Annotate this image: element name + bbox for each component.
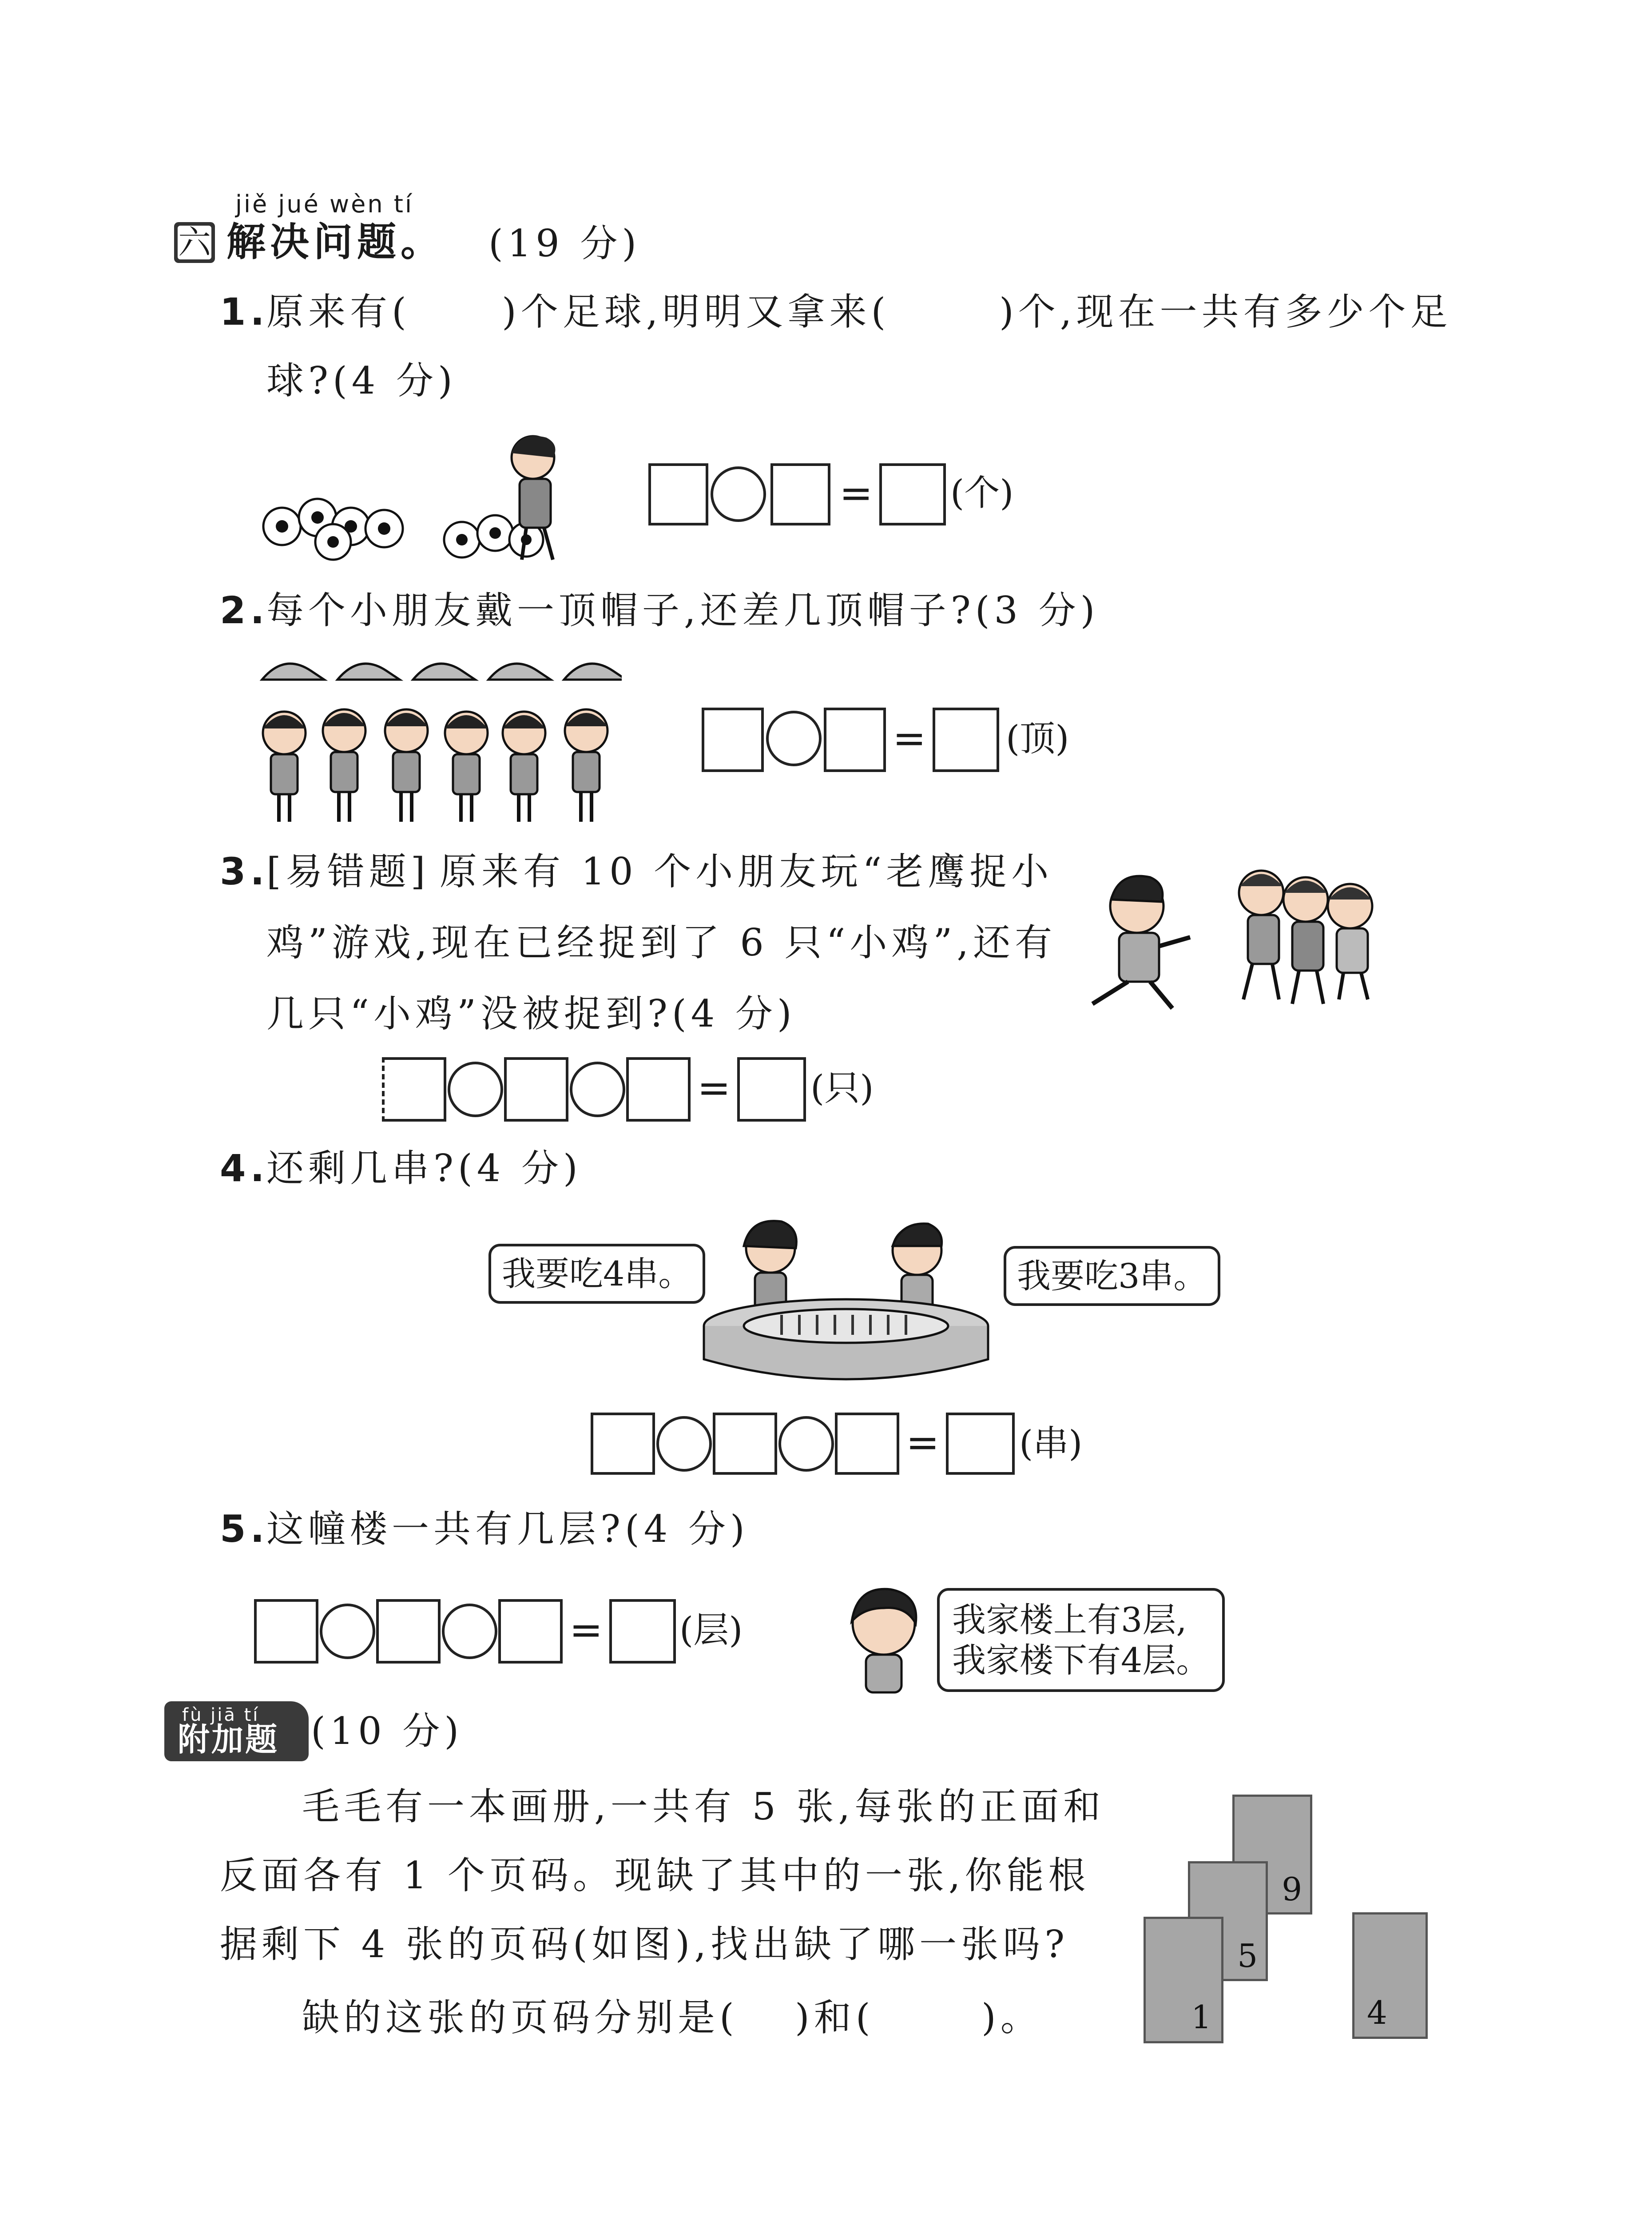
q4-equals: =	[906, 1419, 940, 1466]
bonus-pinyin: fù jiā tí	[182, 1705, 260, 1725]
page-card-4-number: 4	[1367, 1994, 1387, 2031]
q1-text-c: )个,现在一共有多少个足	[999, 290, 1452, 334]
q4-box-2[interactable]	[713, 1413, 777, 1475]
q5-operator-circle-2[interactable]	[442, 1604, 497, 1659]
q2-number: 2.	[220, 589, 269, 632]
q3-box-1[interactable]	[382, 1057, 446, 1122]
q2-unit: (顶)	[1006, 718, 1069, 759]
q1-unit: (个)	[950, 472, 1014, 513]
q5-box-2[interactable]	[376, 1599, 441, 1664]
q3-unit: (只)	[810, 1067, 874, 1109]
q5-box-1[interactable]	[254, 1599, 318, 1664]
bonus-badge	[164, 1701, 309, 1761]
q3-box-3[interactable]	[626, 1057, 691, 1122]
q3-box-2[interactable]	[504, 1057, 568, 1122]
q1-operator-circle[interactable]	[711, 466, 766, 522]
bonus-label: 附加题	[178, 1720, 279, 1758]
q3-text-line1: 原来有 10 个小朋友玩“老鹰捉小	[440, 850, 1053, 893]
q2-operator-circle[interactable]	[766, 711, 822, 766]
q5-bubble-line2: 我家楼下有4层。	[952, 1640, 1210, 1680]
q5-unit: (层)	[679, 1609, 743, 1651]
q4-speech-bubble-right: 我要吃3串。	[1004, 1246, 1220, 1306]
q4-box-3[interactable]	[835, 1413, 899, 1475]
q2-text: 每个小朋友戴一顶帽子,还差几顶帽子?(3 分)	[266, 589, 1100, 632]
q4-number: 4.	[220, 1146, 269, 1190]
q2-box-result[interactable]	[933, 708, 999, 772]
q4-text: 还剩几串?(4 分)	[266, 1146, 582, 1190]
q5-text: 这幢楼一共有几层?(4 分)	[266, 1507, 749, 1551]
q3-text-line2: 鸡”游戏,现在已经捉到了 6 只“小鸡”,还有	[266, 921, 1057, 964]
q4-box-1[interactable]	[591, 1413, 655, 1475]
section-badge-text: 六	[178, 223, 211, 262]
q3-box-result[interactable]	[737, 1057, 806, 1122]
q3-operator-circle-1[interactable]	[448, 1062, 503, 1117]
eagle-catch-chicks-illustration	[1075, 857, 1421, 1017]
q4-box-result[interactable]	[946, 1413, 1015, 1475]
q1-number: 1.	[220, 290, 269, 334]
q1-text-line2: 球?(4 分)	[266, 359, 457, 402]
bonus-text-line3: 据剩下 4 张的页码(如图),找出缺了哪一张吗?	[220, 1922, 1069, 1966]
q2-equals: =	[893, 715, 926, 762]
page-card-1-number: 1	[1191, 1998, 1211, 2036]
q5-operator-circle-1[interactable]	[320, 1604, 375, 1659]
q5-speech-bubble	[937, 1588, 1225, 1692]
bonus-score: (10 分)	[311, 1709, 464, 1753]
q4-speech-bubble-left: 我要吃4串。	[488, 1244, 705, 1304]
q2-box-2[interactable]	[824, 708, 886, 772]
q3-text-line3: 几只“小鸡”没被捉到?(4 分)	[266, 992, 796, 1035]
q1-box-1[interactable]	[648, 463, 708, 525]
q1-text-b: )个足球,明明又拿来(	[502, 290, 890, 334]
q4-operator-circle-1[interactable]	[656, 1416, 712, 1472]
q4-unit: (串)	[1019, 1423, 1083, 1464]
bonus-text-line1: 毛毛有一本画册,一共有 5 张,每张的正面和	[302, 1785, 1105, 1828]
section-badge	[174, 222, 215, 263]
q3-operator-circle-2[interactable]	[570, 1062, 625, 1117]
q5-equals: =	[569, 1607, 603, 1653]
bonus-text-line2: 反面各有 1 个页码。现缺了其中的一张,你能根	[220, 1854, 1090, 1897]
q1-box-result[interactable]	[879, 463, 946, 525]
q3-equals: =	[697, 1065, 731, 1111]
bonus-answer-text-c: )。	[981, 1996, 1042, 2039]
page-card-4	[1352, 1912, 1428, 2039]
q3-tag: [易错题]	[266, 850, 430, 893]
q5-bubble-line1: 我家楼上有3层,	[952, 1600, 1187, 1640]
soccer-balls-illustration	[253, 426, 573, 569]
q2-box-1[interactable]	[702, 708, 764, 772]
page-card-9-number: 9	[1282, 1871, 1302, 1908]
section-title: 解决问题。	[226, 219, 445, 265]
bonus-answer-text-b: )和(	[795, 1996, 875, 2039]
q1-box-2[interactable]	[770, 463, 830, 525]
girl-speaking-illustration	[839, 1581, 937, 1697]
q4-operator-circle-2[interactable]	[778, 1416, 834, 1472]
q3-number: 3.	[220, 850, 269, 893]
caps-and-children-illustration	[258, 653, 622, 831]
bonus-answer-blank-1[interactable]	[719, 1994, 795, 2039]
q1-equals: =	[839, 470, 873, 517]
page-card-1	[1144, 1917, 1223, 2043]
section-pinyin: jiě jué wèn tí	[235, 190, 413, 218]
section-score: (19 分)	[488, 222, 641, 265]
q5-number: 5.	[220, 1507, 269, 1551]
q5-box-3[interactable]	[498, 1599, 563, 1664]
bonus-answer-text-a: 缺的这张的页码分别是(	[302, 1996, 739, 2039]
children-at-skewer-table-illustration	[693, 1208, 1004, 1395]
bonus-answer-blank-2[interactable]	[893, 1994, 981, 2039]
q1-blank-1[interactable]	[444, 289, 497, 333]
q5-box-result[interactable]	[609, 1599, 676, 1664]
q1-text-a: 原来有(	[266, 290, 411, 334]
page-card-5-number: 5	[1237, 1937, 1258, 1974]
q1-blank-2[interactable]	[924, 289, 995, 333]
